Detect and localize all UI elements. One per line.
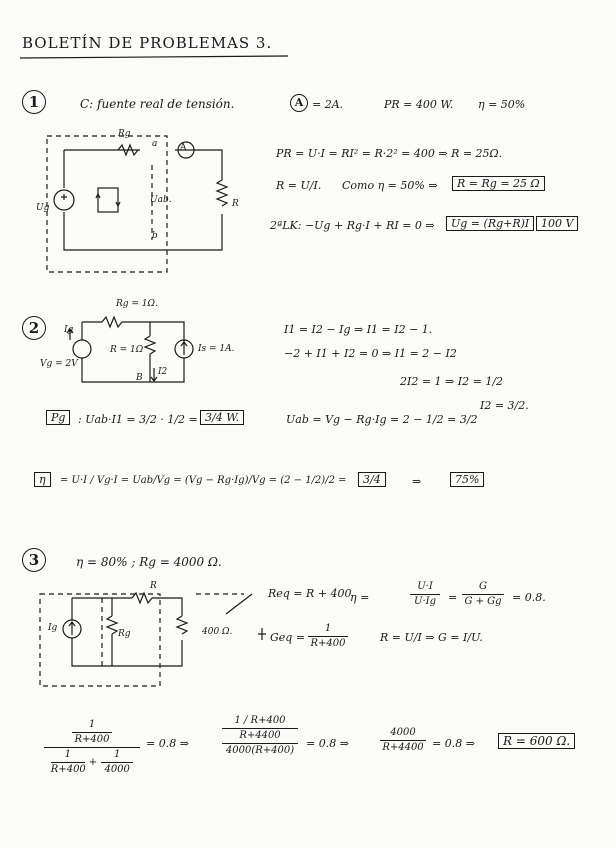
p3-fin-da-n: 1 [64, 749, 71, 760]
p3-final-eq2: = 0.8 ⇒ [306, 737, 349, 750]
p3-fin-nn: 1 [88, 719, 96, 730]
p1-efficiency-value: η = 50% [478, 98, 526, 111]
p1-result-r-box: R = Rg = 25 Ω [452, 176, 545, 191]
p1-lbl-a: a [152, 139, 158, 149]
p3-fin-den-b [101, 750, 133, 775]
p1-eq-kirchhoff: 2ªLK: −Ug + Rg·I + RI = 0 ⇒ [270, 219, 435, 232]
fraction-bar [51, 762, 85, 763]
problem-1-number: 1 [22, 90, 46, 114]
fraction-bar [101, 762, 133, 763]
fraction-bar [410, 594, 440, 595]
p3-geq-den: R+400 [310, 638, 346, 649]
p3-mid-bot-den: 4000(R+400) [225, 745, 295, 756]
fraction-bar [308, 636, 348, 637]
p2-lbl-b: B [136, 373, 143, 383]
problem-3-number: 3 [22, 548, 46, 572]
p3-final-denominator [44, 750, 140, 775]
p1-ammeter-symbol: A [290, 94, 308, 112]
fraction-bar [44, 747, 140, 748]
p2-lbl-ig: Ig [64, 325, 74, 335]
p2-lbl-rg: Rg = 1Ω. [116, 299, 158, 309]
fraction-bar [380, 740, 426, 741]
p3-fin-nd: R+400 [74, 734, 110, 745]
p1-lbl-b: b [152, 231, 158, 241]
p1-ammeter-value: = 2A. [312, 98, 344, 111]
p3-statement: η = 80% ; Rg = 4000 Ω. [76, 555, 222, 569]
p3-geq-label: Geq = [270, 631, 306, 644]
p1-result-voltage-box: 100 V [536, 216, 578, 231]
p2-eta-fraction-box: 3/4 [358, 472, 386, 487]
p1-ammeter-in-circuit: A [180, 143, 187, 153]
p2-lbl-vg: Vg = 2V [40, 359, 78, 369]
p1-eq-como: Como η = 50% ⇒ [342, 179, 438, 192]
fraction-bar [72, 732, 112, 733]
p3-fin-den-a [51, 750, 85, 775]
p3-req: Req = R + 400 [268, 587, 352, 600]
p2-lbl-r: R = 1Ω [110, 345, 144, 355]
p1-eq-r-def: R = U/I. [276, 179, 322, 192]
p3-eta-equals: = [448, 591, 458, 604]
page-title: BOLETÍN DE PROBLEMAS 3. [22, 34, 273, 52]
p2-lbl-is: Is = 1A. [198, 344, 235, 354]
p1-lbl-r: R [232, 199, 239, 209]
p1-lbl-ug: Ug [36, 203, 50, 213]
p3-final-numerator [72, 720, 112, 745]
p2-uab-eq: Uab = Vg − Rg·Ig = 2 − 1/2 = 3/2 [286, 413, 478, 426]
p2-eta-percent-box: 75% [450, 472, 484, 487]
p3-last-fraction [380, 728, 426, 753]
p3-result-box: R = 600 Ω. [498, 733, 575, 749]
p3-g-relation: R = U/I ⇒ G = I/U. [380, 631, 483, 644]
p3-fin-db-n: 1 [114, 749, 121, 760]
p3-mid-top: 1 / R+400 [234, 715, 286, 726]
p2-eq-3: 2I2 = 1 ⇒ I2 = 1/2 [400, 375, 504, 388]
p2-eq-2: −2 + I1 + I2 = 0 ⇒ I1 = 2 − I2 [284, 347, 457, 360]
p3-lbl-r: R [150, 581, 157, 591]
p3-fin-plus: + [88, 756, 98, 768]
p1-statement: C: fuente real de tensión. [80, 97, 235, 111]
p3-eta-f1-den: U·Ig [414, 596, 436, 607]
p3-eta-f1-num: U·I [417, 581, 433, 592]
p3-last-num: 4000 [390, 727, 416, 738]
p3-fin-da-d: R+400 [50, 764, 86, 775]
p1-result-ug-box: Ug = (Rg+R)I [446, 216, 534, 231]
p3-mid-bot-num: R+4400 [239, 730, 281, 741]
p1-lbl-uab: Uab. [150, 195, 172, 205]
p3-eta-fraction-2 [462, 582, 504, 607]
p3-eta-f2-den: G + Gg [464, 596, 502, 607]
fraction-bar [222, 728, 298, 729]
p3-final-eq3: = 0.8 ⇒ [432, 737, 475, 750]
p2-eta-arrow: ⇒ [412, 475, 422, 488]
p3-final-big-fraction [44, 720, 140, 775]
p2-lbl-i2: I2 [158, 367, 168, 377]
p3-eta-value: = 0.8. [512, 591, 546, 604]
p3-lbl-400: 400 Ω. [202, 627, 233, 637]
p2-eq-4: I2 = 3/2. [480, 399, 529, 412]
p3-last-den: R+4400 [382, 742, 424, 753]
p3-mid-fraction [222, 716, 298, 756]
p2-eq-1: I1 = I2 − Ig ⇒ I1 = I2 − 1. [284, 323, 433, 336]
p3-eta-f2-num: G [479, 581, 487, 592]
fraction-bar [222, 743, 298, 744]
p1-lbl-rg: Rg [118, 129, 131, 139]
problem-2-number: 2 [22, 316, 46, 340]
p2-eta-label-box: η [34, 472, 51, 487]
p3-geq-fraction [308, 624, 348, 649]
p2-pg-label-box: Pg [46, 410, 70, 425]
p3-geq-num: 1 [324, 623, 332, 634]
p3-fin-db-d: 4000 [104, 764, 130, 775]
p2-eta-eq: = U·I / Vg·I = Uab/Vg = (Vg − Rg·Ig)/Vg = (2 − 1/2)/2 = [60, 475, 347, 486]
fraction-bar [462, 594, 504, 595]
p1-power-value: PR = 400 W. [384, 98, 454, 111]
p3-eta-label: η = [350, 591, 370, 604]
p3-lbl-ig: Ig [48, 623, 58, 633]
p2-pg-result-box: 3/4 W. [200, 410, 244, 425]
p3-eta-fraction-1 [410, 582, 440, 607]
p3-lbl-rg: Rg [118, 629, 131, 639]
p1-eq-power: PR = U·I = RI² = R·2² = 400 ⇒ R = 25Ω. [276, 147, 503, 160]
p2-pg-eq: : Uab·I1 = 3/2 · 1/2 = [78, 413, 198, 426]
p3-final-eq1: = 0.8 ⇒ [146, 737, 189, 750]
